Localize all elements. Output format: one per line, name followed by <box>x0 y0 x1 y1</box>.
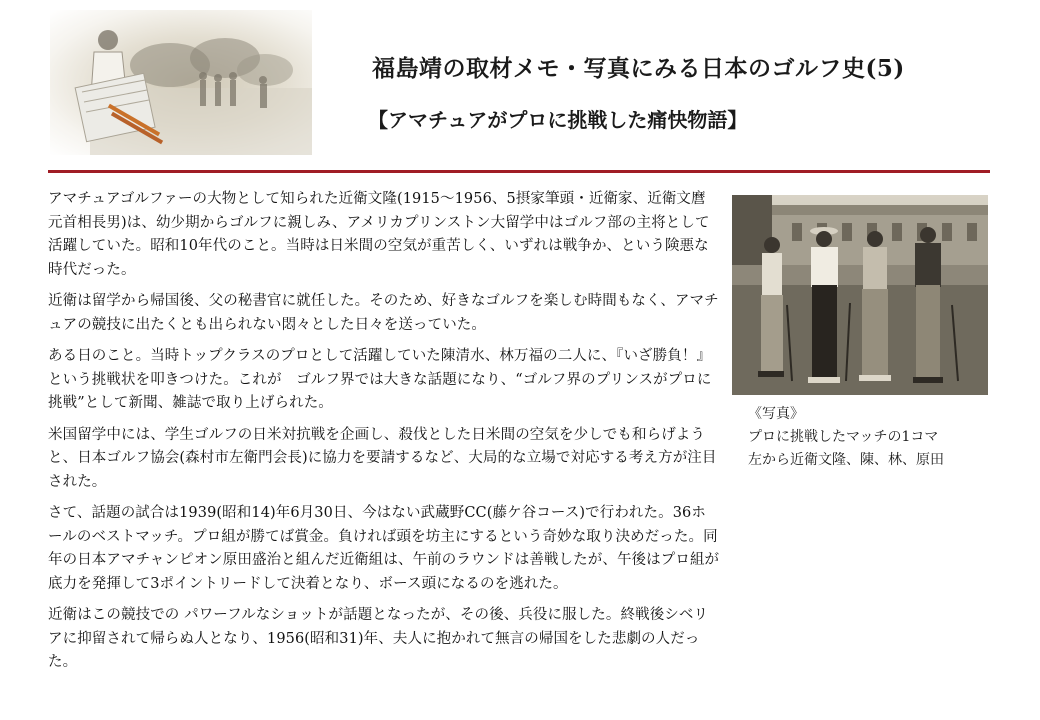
four-golfers-photo-icon <box>732 195 988 395</box>
page-subtitle: 【アマチュアがプロに挑戦した痛快物語】 <box>368 108 748 132</box>
paragraph: さて、話題の試合は1939(昭和14)年6月30日、今はない武蔵野CC(藤ケ谷コース)で行われた。36ホールのベストマッチ。プロ組が勝てば賞金。負ければ頭を坊主にするという奇妙な取り決めだった。同年の日本アマチャンピオン原田盛治と組んだ近衛組は、午前のラウンドは善戦したが、午後はプロ組が底力を発揮して3ポイントリードして決着となり、ボース頭になるのを逃れた。 <box>48 505 720 592</box>
caption-line: 《写真》 <box>748 406 804 422</box>
paragraph: 近衛は留学から帰国後、父の秘書官に就任した。そのため、好きなゴルフを楽しむ時間もなく、アマチュアの競技に出たくとも出られない悶々とした日々を送っていた。 <box>48 293 719 333</box>
caption-line: プロに挑戦したマッチの1コマ <box>748 429 939 445</box>
header-illustration <box>50 10 312 155</box>
vintage-golf-collage-icon <box>50 10 312 155</box>
header-divider <box>48 170 990 173</box>
photo-caption <box>748 403 988 472</box>
caption-line: 左から近衛文隆、陳、林、原田 <box>748 452 944 468</box>
article-body <box>48 188 720 683</box>
paragraph: 米国留学中には、学生ゴルフの日米対抗戦を企画し、殺伐とした日米間の空気を少しでも和らげようと、日本ゴルフ協会(森村市左衛門会長)に協力を要請するなど、大局的な立場で対応する考え方が注目された。 <box>48 426 717 490</box>
paragraph: 近衛はこの競技での パワーフルなショットが話題となったが、その後、兵役に服した。終戦後シベリアに抑留されて帰らぬ人となり、1956(昭和31)年、夫人に抱かれて無言の帰国をした悲劇の人だった。 <box>48 607 709 670</box>
paragraph: ある日のこと。当時トップクラスのプロとして活躍していた陳清水、林万福の二人に、『いざ勝負！』という挑戦状を叩きつけた。これが ゴルフ界では大きな話題になり、“ゴルフ界のプリンスがプロに挑戦”として新聞、雑誌で取り上げられた。 <box>48 348 712 411</box>
historic-photo <box>732 195 988 395</box>
page-title: 福島靖の取材メモ・写真にみる日本のゴルフ史(5) <box>372 55 905 82</box>
paragraph: アマチュアゴルファーの大物として知られた近衛文隆(1915～1956、5摂家筆頭・近衛家、近衛文麿元首相長男)は、幼少期からゴルフに親しみ、アメリカプリンストン大留学中はゴルフ部の主将として活躍していた。昭和10年代のこと。当時は日米間の空気が重苦しく、いずれは戦争か、という険悪な時代だった。 <box>48 191 710 278</box>
